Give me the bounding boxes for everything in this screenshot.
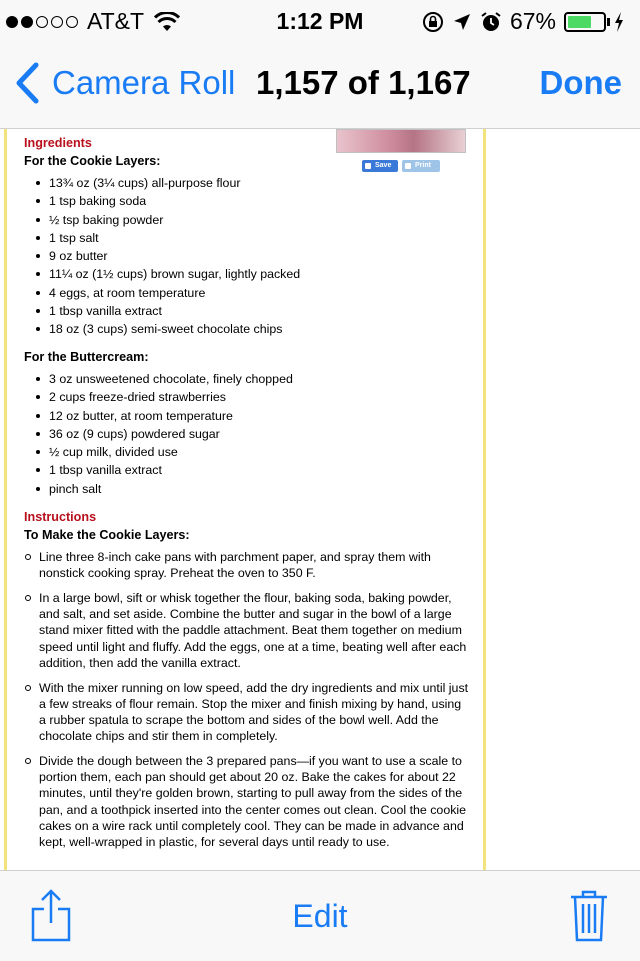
cookie-layers-heading: For the Cookie Layers: <box>24 154 161 168</box>
trash-icon[interactable] <box>570 889 608 943</box>
photo-counter-title: 1,157 of 1,167 <box>256 64 471 101</box>
location-arrow-icon <box>452 12 472 32</box>
nav-bar <box>0 40 640 129</box>
save-recipe-button[interactable]: Save <box>362 160 398 172</box>
list-item: 1 tbsp vanilla extract <box>24 302 469 320</box>
edit-button[interactable]: Edit <box>292 898 348 934</box>
status-time: 1:12 PM <box>276 8 364 34</box>
list-item: 1 tsp baking soda <box>24 192 469 210</box>
recipe-actions <box>362 160 444 172</box>
chevron-left-icon <box>14 62 40 104</box>
battery-icon <box>564 12 606 32</box>
back-button[interactable] <box>14 62 235 104</box>
list-item: 12 oz butter, at room temperature <box>24 407 469 425</box>
list-item: Divide the dough between the 3 prepared pans—if you want to use a scale to portion them, each pan should get about 20 oz. Bake the cakes for about 22 minutes, until they're golden brown, starting to pull away from the sides of the pan, and a toothpick inserted into the center comes out clean. Cool the cookie cakes on a wire rack until completely cool. They can be made in advance and kept, well-wrapped in plastic, for several days until ready to use. <box>25 753 469 850</box>
list-item: ½ tsp baking powder <box>24 211 469 229</box>
buttercream-heading: For the Buttercream: <box>24 350 149 364</box>
charging-bolt-icon <box>614 12 624 32</box>
recipe-photo-thumbnail <box>336 129 466 153</box>
back-label: Camera Roll <box>52 64 236 101</box>
list-item: 1 tbsp vanilla extract <box>24 461 469 479</box>
instructions-list <box>25 549 470 859</box>
list-item: 11¼ oz (1½ cups) brown sugar, lightly packed <box>24 265 469 283</box>
list-item: In a large bowl, sift or whisk together the flour, baking soda, baking powder, and salt, and set aside. Combine the butter and sugar in the bowl of a large stand mixer fitted with the paddle attachment. Beat them together on medium speed until light and fluffy. Add the eggs, one at a time, beating well after each addition, then add the vanilla extract. <box>25 590 469 671</box>
list-item: ½ cup milk, divided use <box>24 443 469 461</box>
battery-level <box>568 16 591 28</box>
instructions-heading: Instructions <box>24 510 97 524</box>
cookie-layers-list <box>24 174 469 338</box>
list-item: 2 cups freeze-dried strawberries <box>24 388 469 406</box>
alarm-icon <box>480 11 502 33</box>
print-recipe-button[interactable]: Print <box>402 160 440 172</box>
buttercream-list <box>24 370 469 498</box>
done-button[interactable]: Done <box>539 64 622 101</box>
status-right <box>422 8 632 35</box>
list-item: 3 oz unsweetened chocolate, finely chopped <box>24 370 469 388</box>
make-layers-heading: To Make the Cookie Layers: <box>24 528 190 542</box>
list-item: 13¾ oz (3¼ cups) all-purpose flour <box>24 174 469 192</box>
status-bar <box>0 0 640 40</box>
carrier-name: AT&T <box>87 8 145 34</box>
list-item: 18 oz (3 cups) semi-sweet chocolate chips <box>24 320 469 338</box>
bottom-toolbar <box>0 870 640 961</box>
list-item: 4 eggs, at room temperature <box>24 284 469 302</box>
battery-tip <box>607 18 610 26</box>
battery-percent: 67% <box>509 8 556 34</box>
list-item: 9 oz butter <box>24 247 469 265</box>
list-item: pinch salt <box>24 480 469 498</box>
ingredients-heading: Ingredients <box>24 136 92 150</box>
photo-view[interactable] <box>0 129 640 870</box>
share-icon[interactable] <box>30 889 72 943</box>
rotation-lock-icon <box>422 11 444 33</box>
edit-button-wrap <box>0 898 640 935</box>
list-item: 36 oz (9 cups) powdered sugar <box>24 425 469 443</box>
list-item: 1 tsp salt <box>24 229 469 247</box>
list-item: With the mixer running on low speed, add the dry ingredients and mix until just a few streaks of flour remain. Stop the mixer and finish mixing by hand, using a rubber spatula to scrape the bottom and sides of the bowl well. Add the chocolate chips and stir them in completely. <box>25 680 469 745</box>
list-item: Line three 8-inch cake pans with parchment paper, and spray them with nonstick cooking spray. Preheat the oven to 350 F. <box>25 549 469 581</box>
